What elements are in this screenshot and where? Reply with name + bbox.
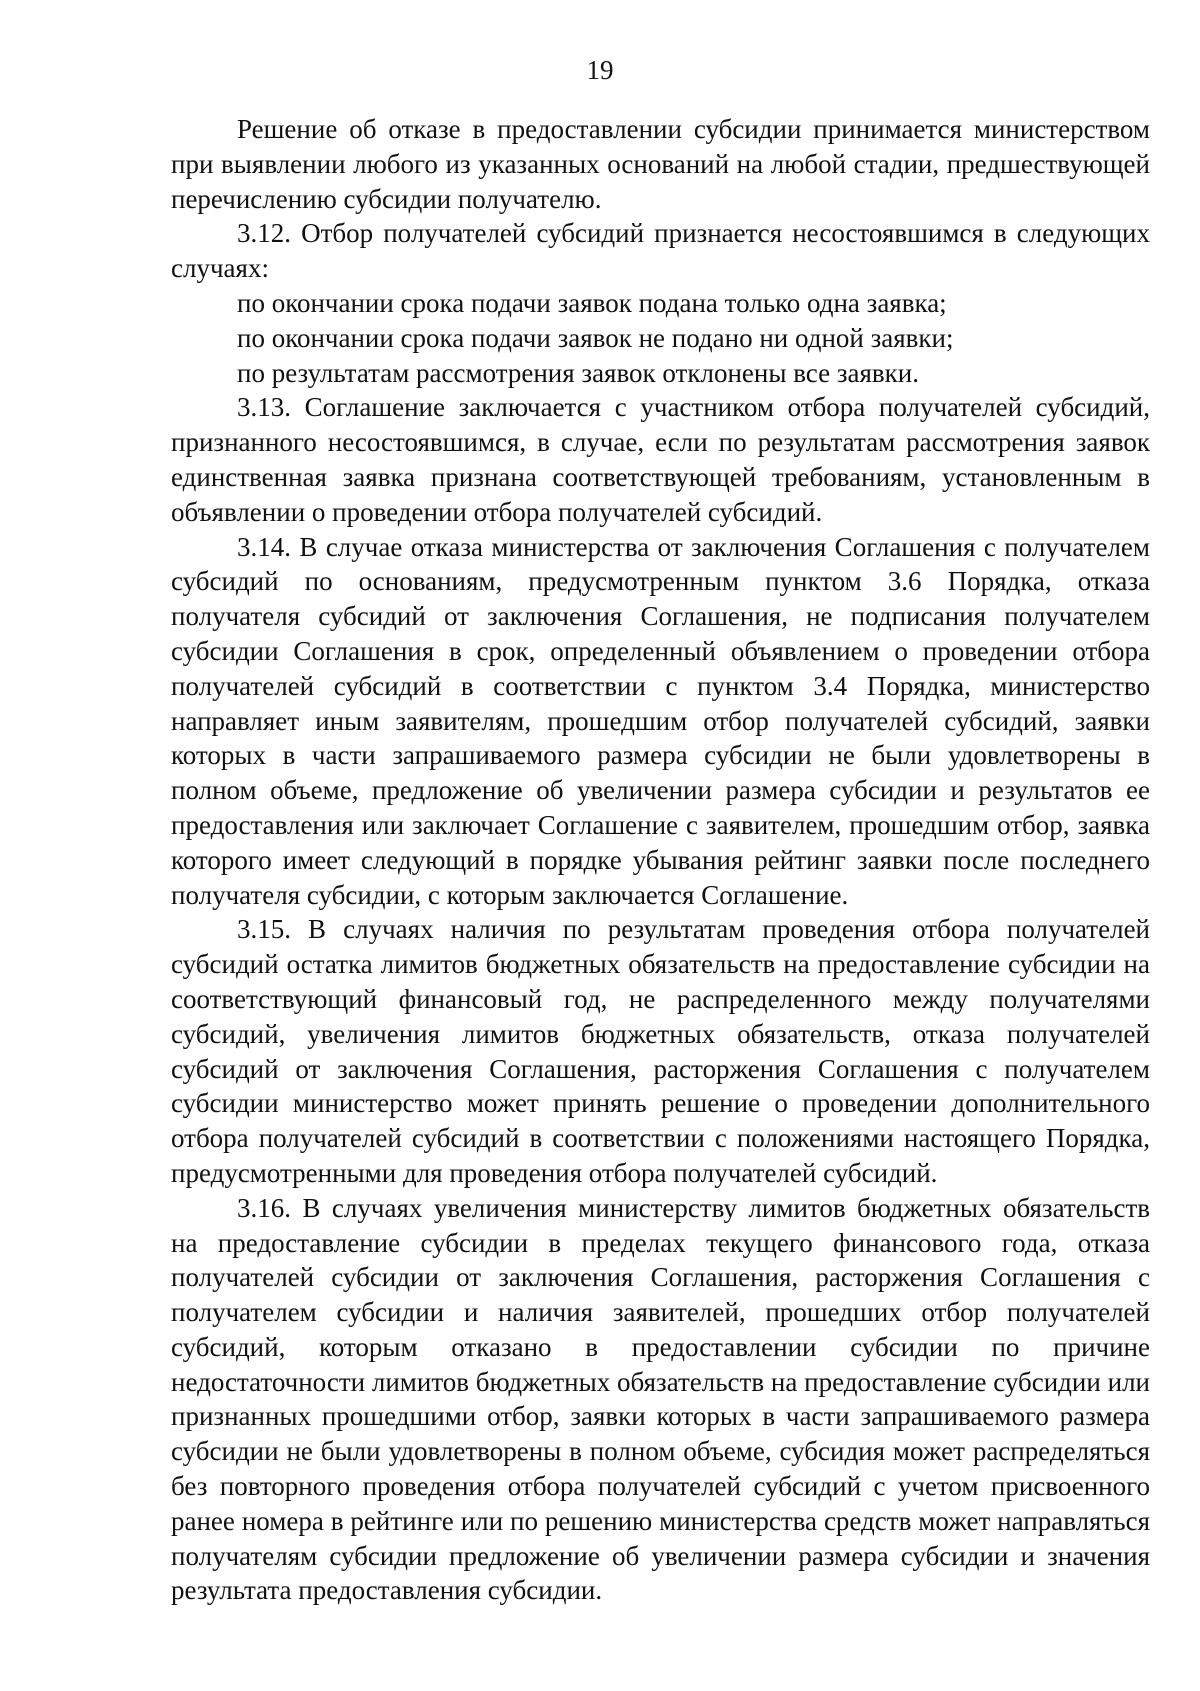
list-item-only-one-application: по окончании срока подачи заявок подана только одна заявка; bbox=[237, 287, 947, 318]
document-body bbox=[171, 112, 1150, 1608]
paragraph-3-12: 3.12. Отбор получателей субсидий признается несостоявшимся в следующих случаях: bbox=[171, 218, 1150, 284]
paragraph-refusal-decision: Решение об отказе в предоставлении субсидии принимается министерством при выявлении любого из указанных оснований на любой стадии, предшествующей перечислению субсидии получателю. bbox=[171, 114, 1150, 214]
paragraph-3-14: 3.14. В случае отказа министерства от заключения Соглашения с получателем субсидий по основаниям, предусмотренным пунктом 3.6 Порядка, отказа получателя субсидий от заключения Соглашения, не подписания получателем субсидии Соглашения в срок, определенный объявлением о проведении отбора получателей субсидий в соответствии с пунктом 3.4 Порядка, министерство направляет иным заявителям, прошедшим отбор получателей субсидий, заявки которых в части запрашиваемого размера субсидии не были удовлетворены в полном объеме, предложение об увеличении размера субсидии и результатов ее предоставления или заключает Соглашение с заявителем, прошедшим отбор, заявка которого имеет следующий в порядке убывания рейтинг заявки после последнего получателя субсидии, с которым заключается Соглашение. bbox=[171, 531, 1150, 910]
list-item-no-applications: по окончании срока подачи заявок не подано ни одной заявки; bbox=[237, 322, 954, 353]
paragraph-3-13: 3.13. Соглашение заключается с участником отбора получателей субсидий, признанного несостоявшимся, в случае, если по результатам рассмотрения заявок единственная заявка признана соответствующей требованиям, установленным в объявлении о проведении отбора получателей субсидий. bbox=[171, 392, 1150, 527]
page-number: 19 bbox=[586, 55, 614, 85]
list-item-all-rejected: по результатам рассмотрения заявок отклонены все заявки. bbox=[237, 357, 919, 388]
paragraph-3-15: 3.15. В случаях наличия по результатам проведения отбора получателей субсидий остатка лимитов бюджетных обязательств на предоставление субсидии на соответствующий финансовый год, не распределенного между получателями субсидий, увеличения лимитов бюджетных обязательств, отказа получателей субсидий от заключения Соглашения, расторжения Соглашения с получателем субсидии министерство может принять решение о проведении дополнительного отбора получателей субсидий в соответствии с положениями настоящего Порядка, предусмотренными для проведения отбора получателей субсидий. bbox=[171, 914, 1150, 1188]
paragraph-3-16: 3.16. В случаях увеличения министерству лимитов бюджетных обязательств на предоставление субсидии в пределах текущего финансового года, отказа получателей субсидии от заключения Соглашения, расторжения Соглашения с получателем субсидии и наличия заявителей, прошедших отбор получателей субсидий, которым отказано в предоставлении субсидии по причине недостаточности лимитов бюджетных обязательств на предоставление субсидии или признанных прошедшими отбор, заявки которых в части запрашиваемого размера субсидии не были удовлетворены в полном объеме, субсидия может распределяться без повторного проведения отбора получателей субсидий с учетом присвоенного ранее номера в рейтинге или по решению министерства средств может направляться получателям субсидии предложение об увеличении размера субсидии и значения результата предоставления субсидии. bbox=[171, 1192, 1150, 1606]
